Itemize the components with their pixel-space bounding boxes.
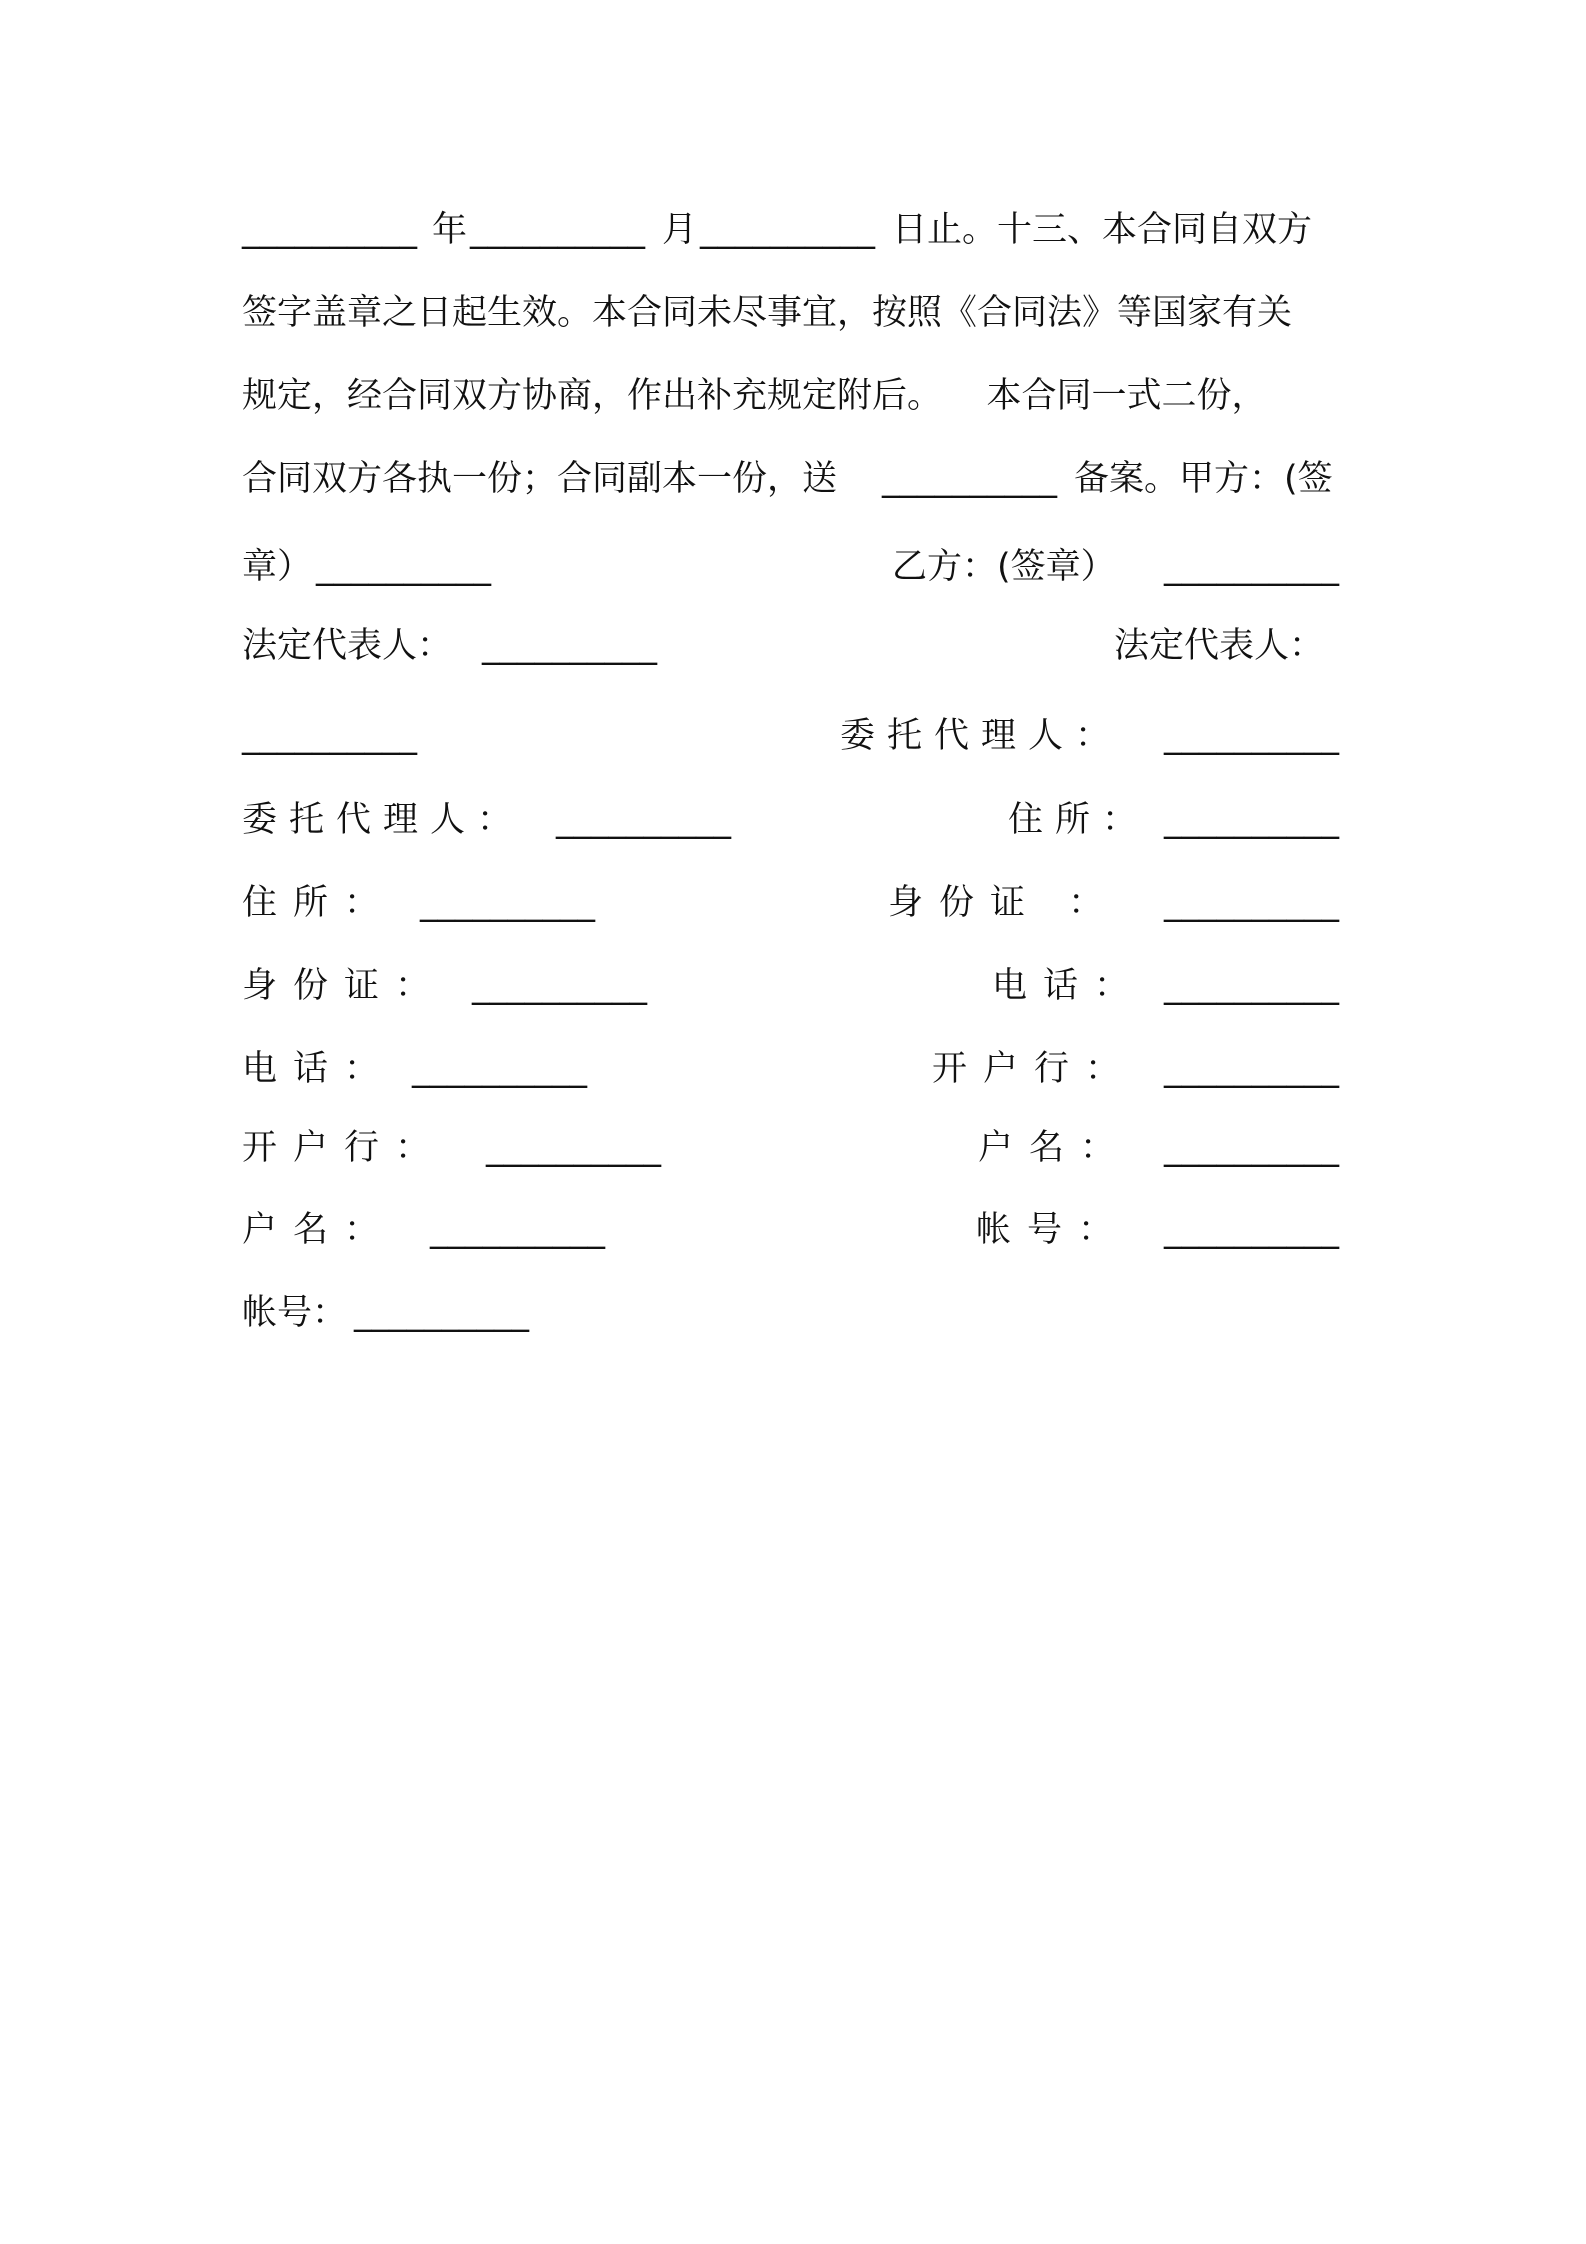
year-label: 年 bbox=[432, 210, 468, 250]
party-a-legal-rep-label: 法定代表人： bbox=[242, 626, 453, 666]
party-b-address-blank: __________ bbox=[1164, 800, 1339, 840]
party-b-account-number-blank: __________ bbox=[1164, 1210, 1339, 1250]
party-a-account-name-label: 户名： bbox=[242, 1210, 396, 1250]
party-b-legal-rep-label: 法定代表人： bbox=[1114, 626, 1325, 666]
legal-representative-row bbox=[242, 616, 1352, 676]
paragraph-text: 规定，经合同双方协商，作出补充规定附后。 本合同一式二份， bbox=[242, 376, 1267, 416]
party-b-agent-label: 委托代理人： bbox=[840, 716, 1123, 756]
party-b-account-number-label: 帐号： bbox=[976, 1210, 1130, 1250]
party-b-phone-label: 电话： bbox=[992, 966, 1146, 1006]
party-a-legal-rep-blank: __________ bbox=[482, 626, 657, 666]
paragraph-line-4 bbox=[242, 449, 1352, 509]
party-b-bank-label: 开户行： bbox=[932, 1049, 1137, 1089]
party-b-legal-rep-blank: __________ bbox=[242, 716, 417, 756]
paragraph-text: 备案。甲方：(签 bbox=[1074, 459, 1333, 499]
phone-bank-row bbox=[242, 1039, 1352, 1099]
party-a-seal-label: 章） bbox=[242, 547, 313, 587]
party-a-agent-label: 委托代理人： bbox=[242, 800, 525, 840]
party-a-address-blank: __________ bbox=[420, 883, 595, 923]
party-a-id-blank: __________ bbox=[472, 966, 647, 1006]
bank-account-name-row bbox=[242, 1118, 1352, 1178]
party-a-account-number-label: 帐号： bbox=[242, 1293, 348, 1333]
filing-blank: __________ bbox=[882, 459, 1057, 499]
agent-row-right bbox=[242, 706, 1352, 766]
paragraph-line-5 bbox=[242, 537, 1352, 597]
party-b-phone-blank: __________ bbox=[1164, 966, 1339, 1006]
party-a-address-label: 住所： bbox=[242, 883, 396, 923]
party-a-phone-blank: __________ bbox=[412, 1049, 587, 1089]
account-name-number-row bbox=[242, 1200, 1352, 1260]
id-phone-row bbox=[242, 956, 1352, 1016]
party-a-seal-blank: __________ bbox=[316, 547, 491, 587]
party-a-account-number-blank: __________ bbox=[354, 1293, 529, 1333]
party-a-phone-label: 电话： bbox=[242, 1049, 396, 1089]
party-b-seal-label: 乙方：(签章） bbox=[892, 547, 1116, 587]
party-b-seal-blank: __________ bbox=[1164, 547, 1339, 587]
party-a-id-label: 身份证： bbox=[242, 966, 447, 1006]
paragraph-text: 合同双方各执一份；合同副本一份，送 bbox=[242, 459, 838, 499]
party-a-bank-label: 开户行： bbox=[242, 1128, 447, 1168]
paragraph-line-3 bbox=[242, 366, 1352, 426]
party-b-agent-blank: __________ bbox=[1164, 716, 1339, 756]
party-b-account-name-label: 户名： bbox=[978, 1128, 1132, 1168]
party-b-address-label: 住所： bbox=[1008, 800, 1150, 840]
paragraph-text: 日止。十三、本合同自双方 bbox=[892, 210, 1313, 250]
date-blank-day: __________ bbox=[700, 210, 875, 250]
party-a-account-name-blank: __________ bbox=[430, 1210, 605, 1250]
paragraph-line-1 bbox=[242, 200, 1352, 260]
party-b-bank-blank: __________ bbox=[1164, 1049, 1339, 1089]
party-b-id-label: 身份证 ： bbox=[888, 883, 1120, 923]
paragraph-text: 签字盖章之日起生效。本合同未尽事宜，按照《合同法》等国家有关 bbox=[242, 293, 1293, 333]
month-label: 月 bbox=[662, 210, 698, 250]
party-a-bank-blank: __________ bbox=[486, 1128, 661, 1168]
account-number-row bbox=[242, 1283, 1352, 1343]
party-b-id-blank: __________ bbox=[1164, 883, 1339, 923]
address-id-row bbox=[242, 873, 1352, 933]
date-blank-year: __________ bbox=[242, 210, 417, 250]
agent-address-row bbox=[242, 790, 1352, 850]
party-a-agent-blank: __________ bbox=[556, 800, 731, 840]
party-b-account-name-blank: __________ bbox=[1164, 1128, 1339, 1168]
date-blank-month: __________ bbox=[470, 210, 645, 250]
paragraph-line-2 bbox=[242, 283, 1352, 343]
